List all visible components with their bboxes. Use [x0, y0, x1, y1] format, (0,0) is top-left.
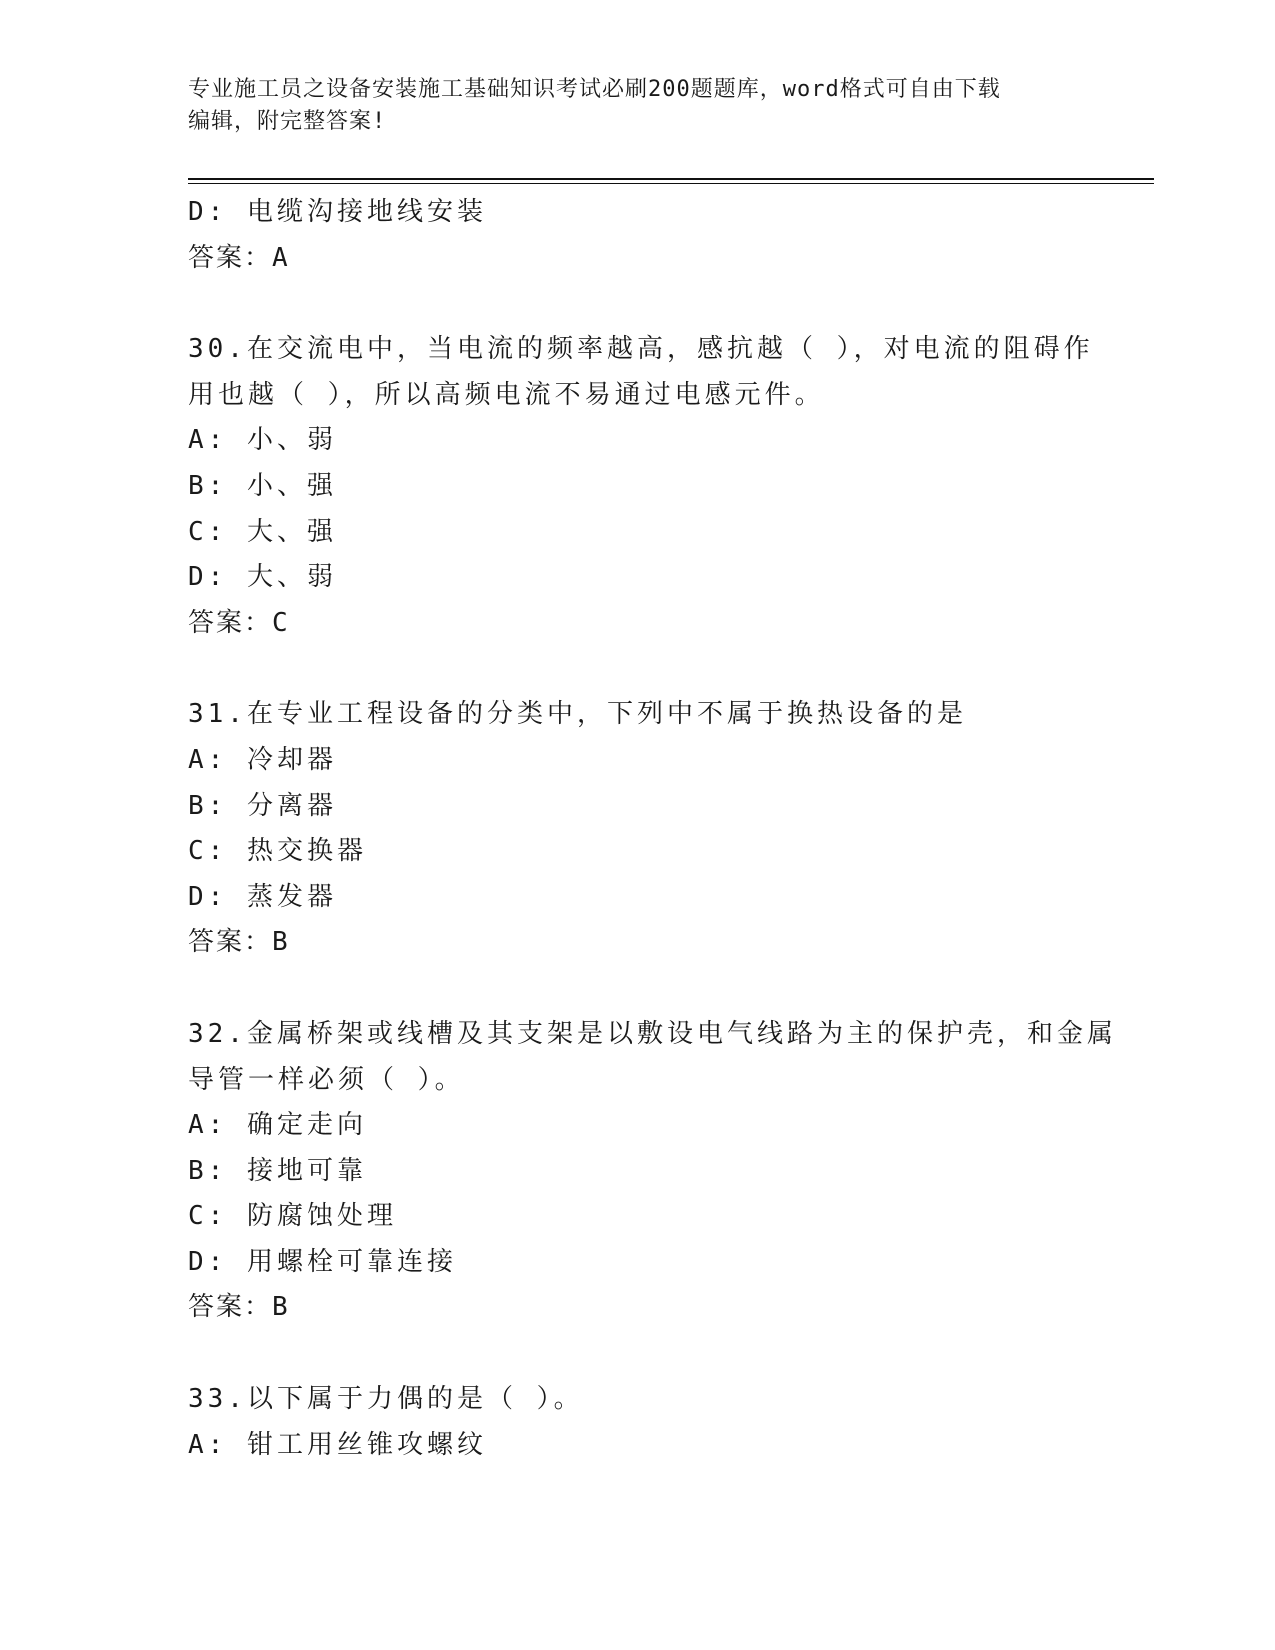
option-b: B: 接地可靠 — [188, 1155, 367, 1186]
option-c: C: 防腐蚀处理 — [188, 1201, 397, 1232]
question-31 — [188, 692, 1088, 966]
question-33 — [188, 1377, 1088, 1468]
answer-line: 答案：C — [188, 607, 290, 638]
question-stem-cont: 用也越（ ），所以高频电流不易通过电感元件。 — [188, 379, 825, 410]
option-d: D: 用螺栓可靠连接 — [188, 1246, 457, 1277]
option-a: A: 小、弱 — [188, 425, 337, 456]
option-a: A: 钳工用丝锥攻螺纹 — [188, 1429, 487, 1460]
header-divider-thin — [188, 183, 1154, 184]
option-b: B: 分离器 — [188, 790, 337, 821]
question-stem: 32.金属桥架或线槽及其支架是以敷设电气线路为主的保护壳，和金属 — [188, 1018, 1117, 1049]
document-header — [188, 74, 1068, 138]
answer-line: 答案：A — [188, 242, 290, 273]
header-line-1: 专业施工员之设备安装施工基础知识考试必刷200题题库，word格式可自由下载 — [188, 77, 1001, 102]
option-c: C: 热交换器 — [188, 836, 367, 867]
header-line-2: 编辑，附完整答案! — [188, 109, 387, 134]
option-d: D: 蒸发器 — [188, 881, 337, 912]
answer-line: 答案：B — [188, 927, 290, 958]
header-divider-thick — [188, 178, 1154, 180]
question-30 — [188, 327, 1094, 646]
option-c: C: 大、强 — [188, 516, 337, 547]
option-a: A: 确定走向 — [188, 1110, 367, 1141]
option-a: A: 冷却器 — [188, 744, 337, 775]
question-stem: 33.以下属于力偶的是（ ）。 — [188, 1384, 584, 1415]
previous-question-tail — [188, 190, 1088, 281]
option-b: B: 小、强 — [188, 470, 337, 501]
question-stem: 30.在交流电中，当电流的频率越高，感抗越（ ），对电流的阻碍作 — [188, 334, 1094, 365]
question-32 — [188, 1012, 1117, 1331]
question-stem: 31.在专业工程设备的分类中，下列中不属于换热设备的是 — [188, 699, 967, 730]
answer-line: 答案：B — [188, 1292, 290, 1323]
option-d: D: 电缆沟接地线安装 — [188, 197, 487, 227]
option-d: D: 大、弱 — [188, 562, 337, 593]
question-list — [188, 190, 1117, 1468]
question-stem-cont: 导管一样必须（ ）。 — [188, 1064, 465, 1095]
